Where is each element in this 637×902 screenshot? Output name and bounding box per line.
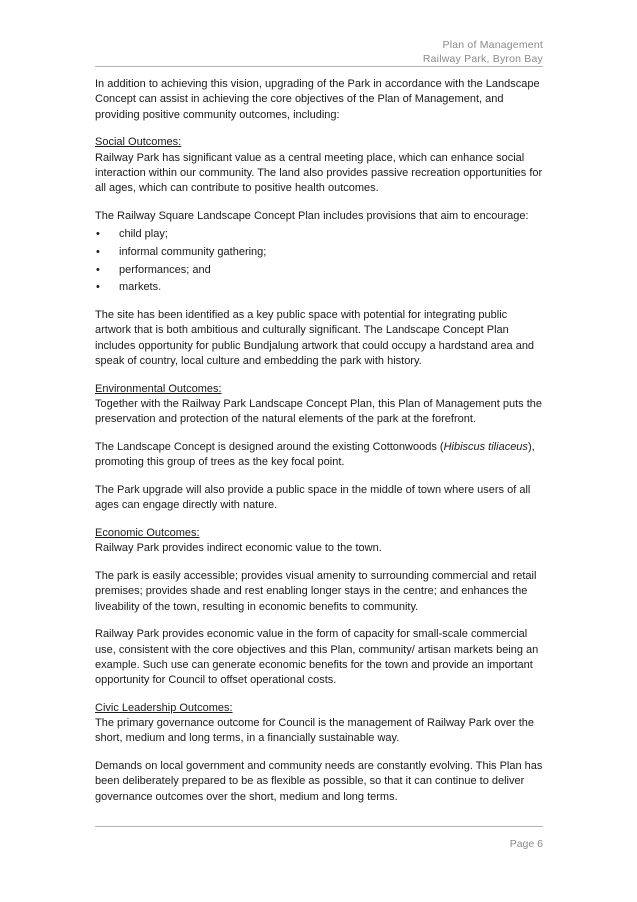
economic-outcomes-heading: Economic Outcomes:: [95, 526, 200, 539]
header-divider: [95, 66, 543, 67]
list-item: • child play;: [95, 227, 545, 242]
page-body: [95, 77, 545, 817]
civic-paragraph-2: Demands on local government and community needs are constantly evolving. This Plan has been deliberately prepared to be as flexible as possible, so that it can continue to deliver governance outcomes over the short, medium and long terms.: [95, 760, 543, 803]
environmental-paragraph-2: [95, 440, 545, 471]
list-item: • informal community gathering;: [95, 245, 545, 260]
page-number: Page 6: [509, 838, 543, 850]
economic-paragraph-1: Railway Park provides indirect economic value to the town.: [95, 542, 382, 555]
environmental-outcomes-heading: Environmental Outcomes:: [95, 382, 222, 395]
environmental-p2-lead: The Landscape Concept is designed around the existing Cottonwoods (: [95, 440, 444, 453]
header-subtitle: Railway Park, Byron Bay: [422, 53, 543, 65]
encourage-list: [95, 227, 545, 296]
header-title: Plan of Management: [442, 39, 543, 51]
economic-paragraph-2: The park is easily accessible; provides visual amenity to surrounding commercial and retail premises; provides shade and rest enabling longer stays in the centre; and enhances the liveability of the town, resulting in economic benefits to community.: [95, 569, 537, 613]
social-paragraph-2: The Railway Square Landscape Concept Plan includes provisions that aim to encourage:: [95, 209, 529, 222]
social-outcomes-heading: Social Outcomes:: [95, 136, 182, 149]
civic-leadership-outcomes-heading: Civic Leadership Outcomes:: [95, 701, 233, 714]
environmental-paragraph-1: Together with the Railway Park Landscape Concept Plan, this Plan of Management puts the preservation and protection of the natural elements of the park at the forefront.: [95, 397, 542, 426]
running-header: [423, 38, 543, 66]
list-item: • performances; and: [95, 263, 545, 278]
social-paragraph-3: The site has been identified as a key public space with potential for integrating public artwork that is both ambitious and culturally significant. The Landscape Concept Plan includes opportunity for public Bundjalung artwork that could occupy a hardstand area and speak of country, local culture and embedding the park with history.: [95, 309, 535, 367]
footer-divider: [95, 826, 543, 827]
civic-paragraph-1: The primary governance outcome for Council is the management of Railway Park over the short, medium and long terms, in a financially sustainable way.: [95, 717, 534, 745]
environmental-p2-tail: ), promoting this group of trees as the key focal point.: [95, 440, 535, 469]
intro-paragraph: In addition to achieving this vision, upgrading of the Park in accordance with the Landscape Concept can assist in achieving the core objectives of the Plan of Management, and providing positive community outcomes, including:: [95, 78, 540, 121]
economic-paragraph-3: Railway Park provides economic value in the form of capacity for small-scale commercial use, consistent with the core objectives and this Plan, community/ artisan markets being an example. Such use can generate economic benefits for the town and provide an important opportunity for Council to offset operational costs.: [95, 628, 539, 687]
list-item: • markets.: [95, 280, 545, 295]
environmental-paragraph-3: The Park upgrade will also provide a public space in the middle of town where users of all ages can engage directly with nature.: [95, 483, 531, 512]
social-paragraph-1: Railway Park has significant value as a central meeting place, which can enhance social interaction within our community. The land also provides passive recreation opportunities for all ages, which can contribute to positive health outcomes.: [95, 151, 543, 195]
species-name: Hibiscus tiliaceus: [443, 440, 528, 453]
